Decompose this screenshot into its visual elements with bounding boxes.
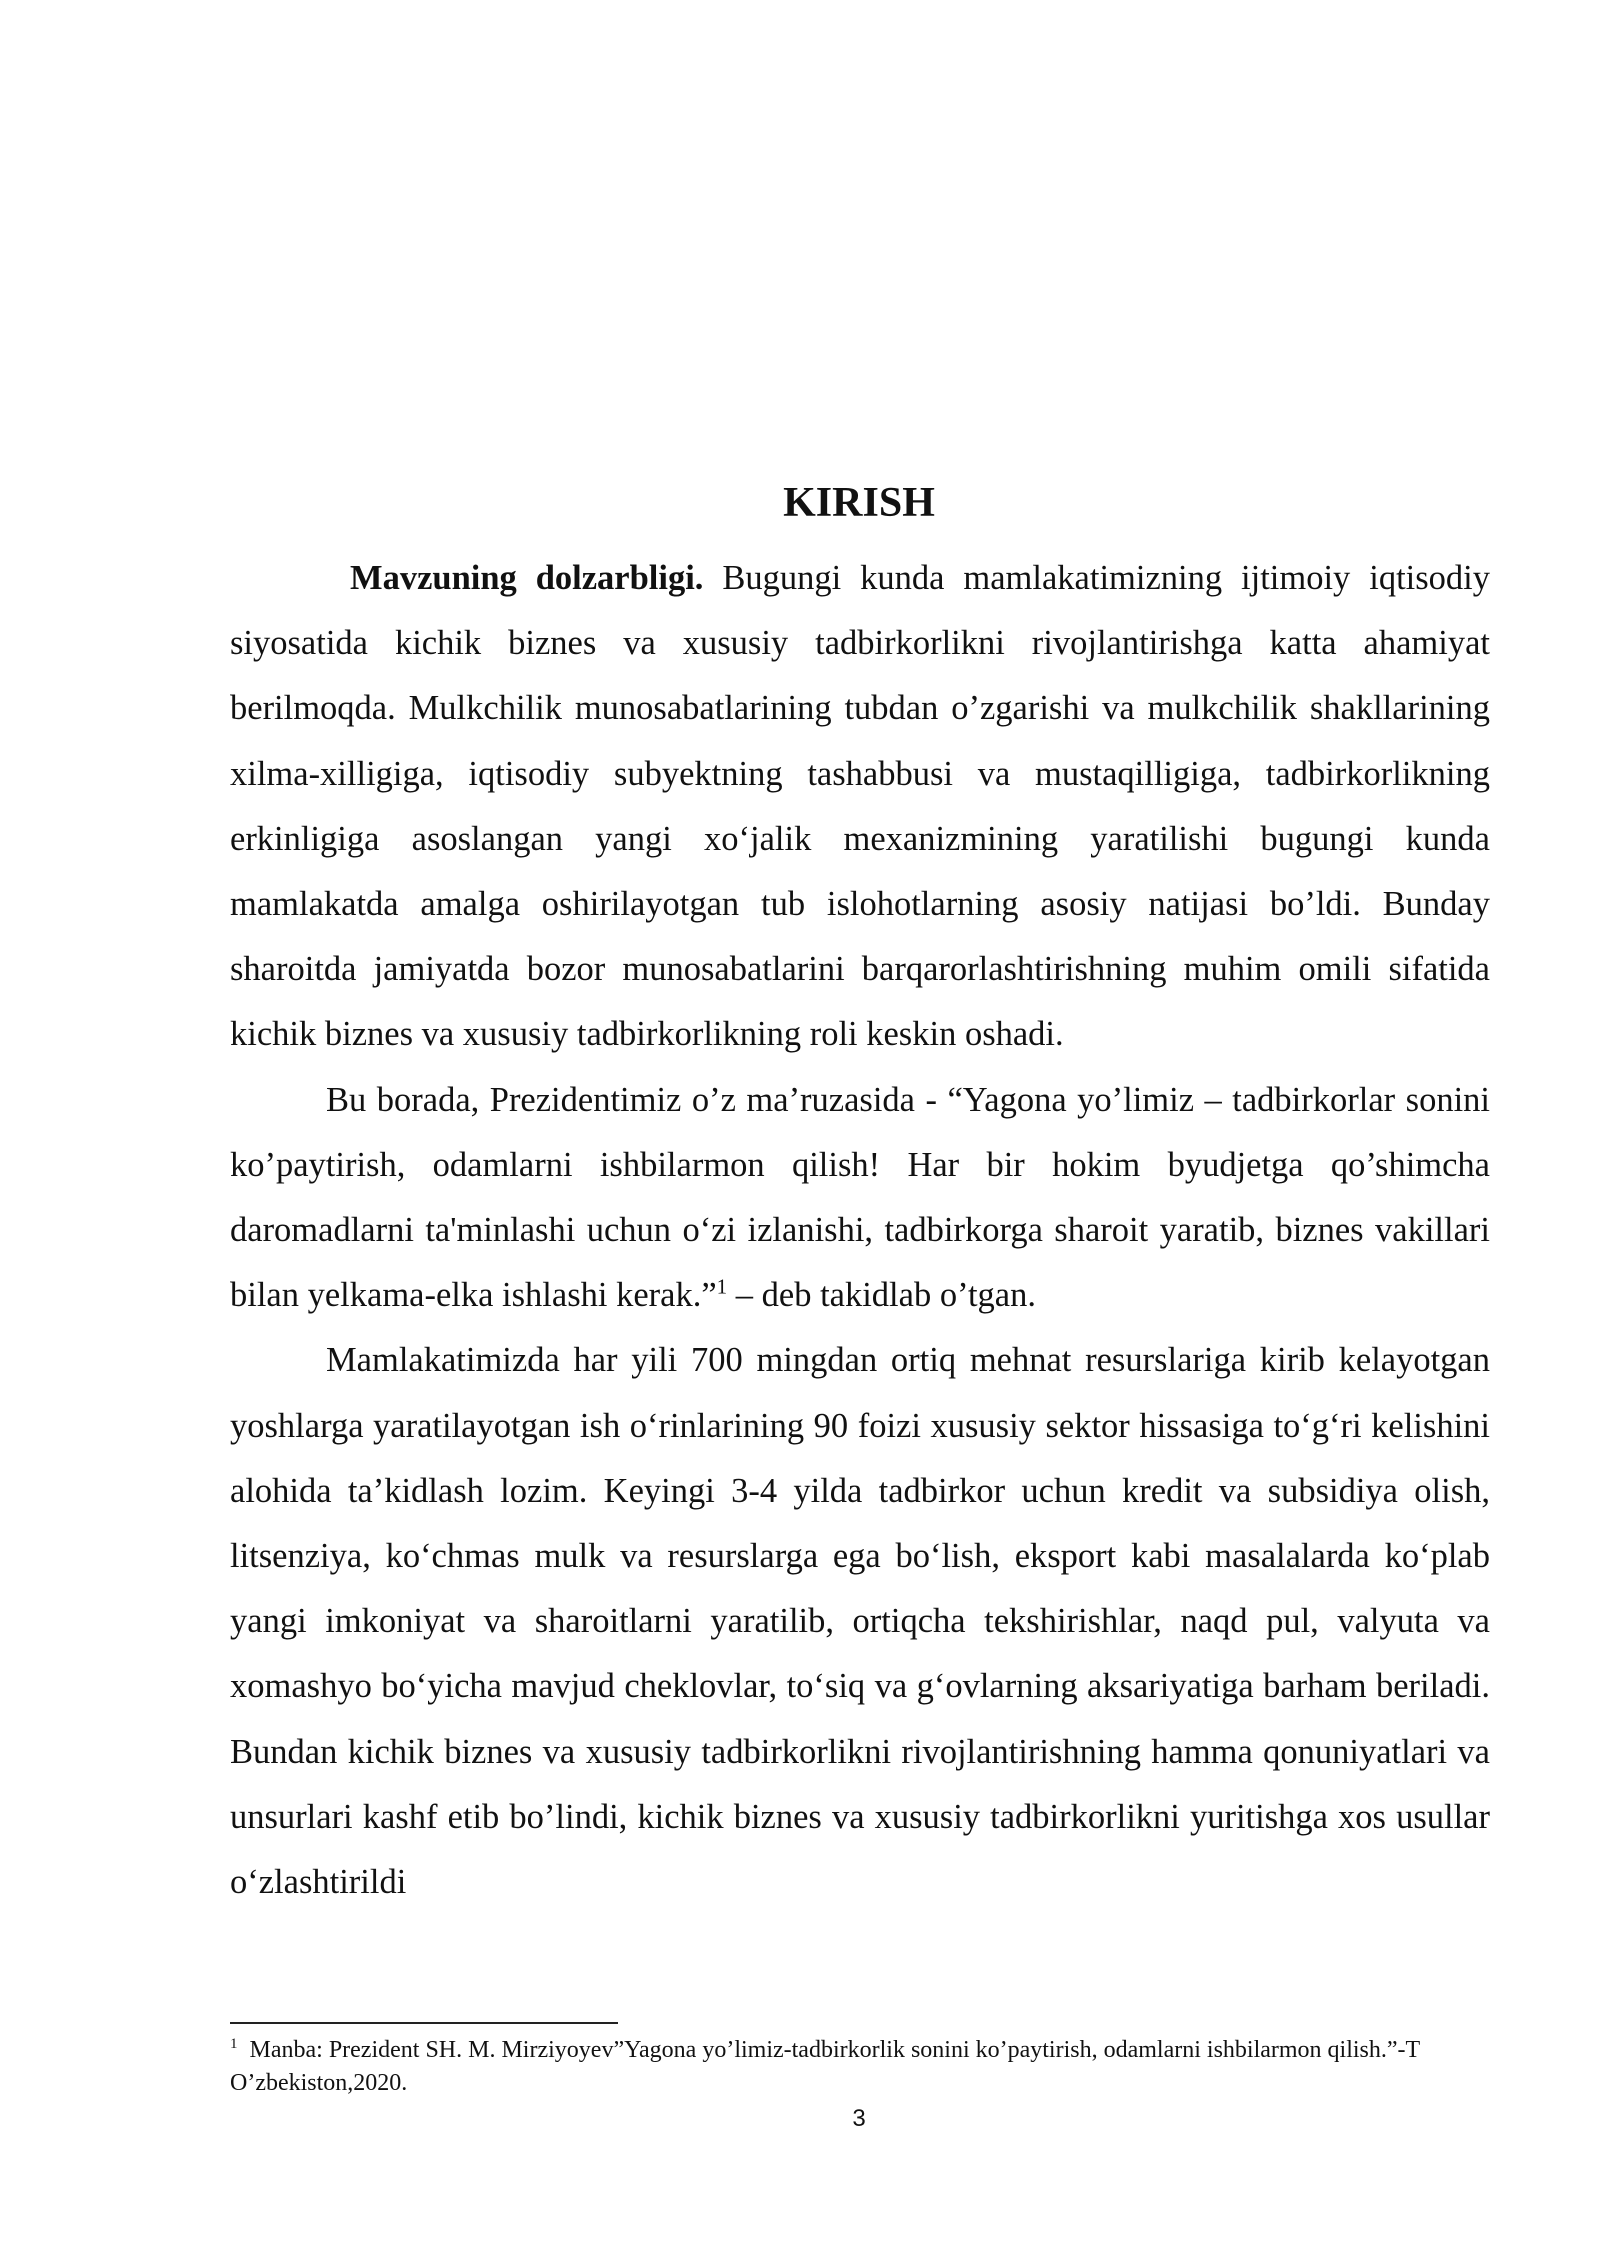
footnote-separator [230,2022,618,2024]
paragraph-text-continued: – deb takidlab o’tgan. [727,1276,1036,1315]
paragraph-text: Bugungi kunda mamlakatimizning ijtimoiy iqtisodiy siyosatida kichik biznes va xususiy tadbirkorlikni rivojlantirishga katta ahamiyat berilmoqda. Mulkchilik munosabatlarining tubdan o’zgarishi va mulkchilik shakllarining xilma-xilligiga, iqtisodiy subyektning tashabbusi va mustaqilligiga, tadbirkorlikning erkinligiga asoslangan yangi xo‘jalik mexanizmining yaratilishi bugungi kunda mamlakatda amalga oshirilayotgan tub islohotlarning asosiy natijasi bo’ldi. Bunday sharoitda jamiyatda bozor munosabatlarini barqarorlashtirishning muhim omili sifatida kichik biznes va xususiy tadbirkorlikning roli keskin oshadi. [230,559,1490,1054]
footnote-reference: 1 [716,1274,728,1299]
paragraph-lead: Mavzuning dolzarbligi. [350,559,704,597]
paragraph-1 [230,546,1490,1068]
footnote-mark: 1 [230,2036,238,2052]
paragraph-3 [230,1328,1490,1915]
footnote [230,2034,1490,2100]
footnote-text: Manba: Prezident SH. M. Mirziyoyev”Yagona yo’limiz-tadbirkorlik sonini ko’paytirish, odamlarni ishbilarmon qilish.”-T O’zbekiston,2020. [230,2037,1420,2096]
page-title: KIRISH [783,480,935,526]
paragraph-2 [230,1068,1490,1329]
paragraph-text: Bu borada, Prezidentimiz o’z ma’ruzasida - “Yagona yo’limiz – tadbirkorlar sonini ko’paytirish, odamlarni ishbilarmon qilish! Har bir hokim byudjetga qo’shimcha daromadlarni ta'minlashi uchun o‘zi izlanishi, tadbirkorga sharoit yaratib, biznes vakillari bilan yelkama-elka ishlashi kerak.” [230,1080,1490,1315]
paragraph-text: Mamlakatimizda har yili 700 mingdan ortiq mehnat resurslariga kirib kelayotgan yoshlarga yaratilayotgan ish o‘rinlarining 90 foizi xususiy sektor hissasiga to‘g‘ri kelishini alohida ta’kidlash lozim. Keyingi 3-4 yilda tadbirkor uchun kredit va subsidiya olish, litsenziya, ko‘chmas mulk va resurslarga ega bo‘lish, eksport kabi masalalarda ko‘plab yangi imkoniyat va sharoitlarni yaratilib, ortiqcha tekshirishlar, naqd pul, valyuta va xomashyo bo‘yicha mavjud cheklovlar, to‘siq va g‘ovlarning aksariyatiga barham beriladi. Bundan kichik biznes va xususiy tadbirkorlikni rivojlantirishning hamma qonuniyatlari va unsurlari kashf etib bo’lindi, kichik biznes va xususiy tadbirkorlikni yuritishga xos usullar o‘zlashtirildi [230,1341,1490,1902]
body-text [230,546,1490,1915]
page-number: 3 [852,2105,866,2132]
